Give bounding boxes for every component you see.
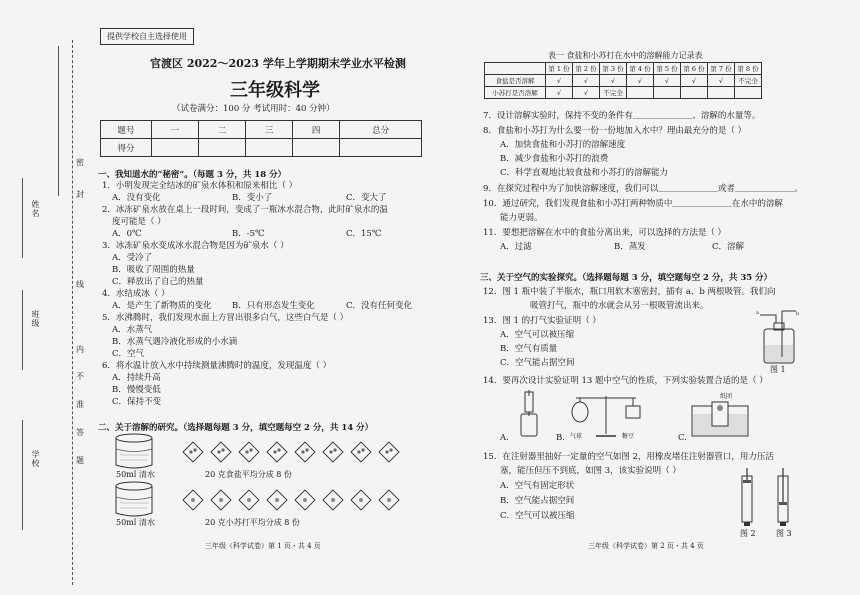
seal-mark: 线	[76, 280, 84, 289]
q1-option-b[interactable]: B．变小了	[232, 193, 273, 203]
record-table-cell: √	[708, 75, 735, 87]
exam-title: 官渡区 2022～2023 学年上学期期末学业水平检测	[150, 57, 406, 70]
question-10-cont: 能力更弱。	[500, 213, 543, 223]
school-label: 学校	[31, 450, 40, 468]
question-3: 3．冰冻矿泉水变成冰水混合物是因为矿泉水（ ）	[102, 241, 289, 251]
record-table-header: 第 7 份	[708, 63, 735, 75]
question-15: 15．在注射器里抽好一定量的空气如图 2，用橡皮堵住注射器管口，用力压活	[483, 452, 774, 462]
q11-option-a[interactable]: A．过滤	[500, 242, 532, 252]
record-table-header: 第 6 份	[681, 63, 708, 75]
q11-option-c[interactable]: C．溶解	[712, 242, 745, 252]
section2-title: 二、关于溶解的研究。（选择题每题 3 分，填空题每空 2 分，共 14 分）	[98, 423, 374, 433]
syringe-bottle-icon	[512, 390, 546, 438]
q14-option-a[interactable]: A.	[500, 433, 509, 443]
q15-option-b[interactable]: B．空气能占据空间	[500, 496, 575, 506]
balloon-label: 气球	[570, 433, 583, 440]
name-label: 姓名	[31, 200, 40, 218]
q8-option-b[interactable]: B．减少食盐和小苏打的浪费	[500, 154, 609, 164]
beaker-water-icon	[112, 481, 156, 519]
score-cell[interactable]	[293, 139, 340, 157]
record-table-cell: 小苏打是否溶解	[485, 87, 546, 99]
figure-1-label: 图 1	[770, 365, 786, 374]
beaker-water-icon	[112, 433, 156, 471]
figure-1-bottle-icon	[752, 307, 802, 365]
q8-option-a[interactable]: A．加快食盐和小苏打的溶解速度	[500, 140, 626, 150]
beaker1-caption: 50ml 清水	[116, 470, 155, 479]
q2-option-a[interactable]: A．0℃	[112, 229, 142, 239]
q6-option-a[interactable]: A．持续升高	[112, 373, 161, 383]
score-row-label: 得分	[101, 139, 152, 157]
subject-title: 三年级科学	[230, 80, 320, 101]
score-cell[interactable]	[152, 139, 199, 157]
record-table-cell	[708, 87, 735, 99]
score-table-header: 题号	[101, 121, 152, 139]
question-12-cont: 吸管打气，瓶中的水就会从另一根吸管流出来。	[530, 301, 709, 311]
q5-option-b[interactable]: B．水蒸气遇冷液化形成的小水滴	[112, 337, 238, 347]
record-table-cell: √	[681, 75, 708, 87]
record-table-cell: 食盐是否溶解	[485, 75, 546, 87]
q3-option-b[interactable]: B．吸收了周围的热量	[112, 265, 195, 275]
svg-text:b: b	[796, 311, 800, 317]
seal-mark: 不	[76, 372, 84, 381]
question-15-cont: 塞，能压但压不到底，如图 3，该实验说明（ ）	[500, 466, 681, 476]
q5-option-c[interactable]: C．空气	[112, 349, 145, 359]
score-table	[100, 120, 422, 157]
figure-2-syringe-icon	[738, 468, 756, 528]
baking-soda-portions-icon	[180, 486, 405, 514]
record-table-cell: 不完全	[600, 87, 627, 99]
q4-option-b[interactable]: B．只有形态发生变化	[232, 301, 315, 311]
question-6: 6．将水温计放入水中持续测量沸腾时的温度，发现温度（ ）	[102, 361, 332, 371]
q13-option-a[interactable]: A．空气可以被压缩	[500, 330, 575, 340]
score-table-header: 三	[246, 121, 293, 139]
q14-option-b[interactable]: B.	[556, 433, 565, 443]
record-table-cell: √	[654, 75, 681, 87]
question-5: 5．水沸腾时，我们发现水面上方冒出很多白气，这些白气是（ ）	[102, 313, 349, 323]
q6-option-c[interactable]: C．保持不变	[112, 397, 162, 407]
q1-option-c[interactable]: C．变大了	[346, 193, 387, 203]
record-table	[484, 62, 762, 99]
q15-option-c[interactable]: C．空气可以被压缩	[500, 511, 575, 521]
figure-3-syringe-icon	[774, 468, 792, 528]
seal-mark: 准	[76, 400, 84, 409]
q6-option-b[interactable]: B．慢慢变低	[112, 385, 161, 395]
score-cell[interactable]	[340, 139, 422, 157]
score-table-header: 总分	[340, 121, 422, 139]
binding-dashed-line	[72, 40, 73, 585]
record-table-cell: √	[546, 75, 573, 87]
question-1: 1．小明发现完全结冰的矿泉水体积和原来相比（ ）	[102, 181, 298, 191]
q3-option-c[interactable]: C．释放出了自己的热量	[112, 277, 204, 287]
record-table-cell: 不完全	[735, 75, 762, 87]
svg-text:a: a	[756, 310, 759, 316]
q2-option-c[interactable]: C．15℃	[346, 229, 382, 239]
question-2-cont: 度可能是（ ）	[112, 217, 166, 227]
record-table-cell	[681, 87, 708, 99]
q11-option-b[interactable]: B．蒸发	[614, 242, 646, 252]
record-table-cell	[735, 87, 762, 99]
question-7: 7．设计溶解实验时，保持不变的条件有＿＿＿＿＿＿＿、溶解的水量等。	[483, 111, 761, 121]
q15-option-a[interactable]: A．空气有固定形状	[500, 481, 575, 491]
beaker2-caption: 50ml 清水	[116, 518, 155, 527]
candy-label: 糖豆	[622, 433, 635, 440]
score-table-header: 四	[293, 121, 340, 139]
optional-use-badge: 提供学校自主选择使用	[100, 28, 194, 45]
score-table-header: 一	[152, 121, 199, 139]
question-2: 2．冰冻矿泉水放在桌上一段时间，变成了一瓶冰水混合物，此时矿泉水的温	[102, 205, 388, 215]
section3-title: 三、关于空气的实验探究。（选择题每题 3 分，填空题每空 2 分，共 35 分）	[480, 273, 773, 283]
soda-caption: 20 克小苏打平均分成 8 份	[205, 518, 300, 527]
paper-ball-label: 纸团	[720, 393, 733, 400]
class-label: 班级	[31, 310, 40, 328]
inverted-cup-tank-icon	[690, 396, 750, 438]
question-8: 8．食盐和小苏打为什么要一份一份地加入水中？理由最充分的是（ ）	[483, 126, 747, 136]
score-cell[interactable]	[246, 139, 293, 157]
q4-option-a[interactable]: A．是产生了新物质的变化	[112, 301, 212, 311]
q1-option-a[interactable]: A．没有变化	[112, 193, 161, 203]
record-table-header	[485, 63, 546, 75]
record-table-cell: √	[546, 87, 573, 99]
question-10: 10．通过研究，我们发现食盐和小苏打两种物质中＿＿＿＿＿＿＿在水中的溶解	[483, 199, 783, 209]
score-cell[interactable]	[199, 139, 246, 157]
binding-margin	[0, 0, 90, 595]
seal-mark: 封	[76, 190, 84, 199]
q3-option-a[interactable]: A．受冷了	[112, 253, 153, 263]
score-table-header: 二	[199, 121, 246, 139]
record-table-cell: √	[627, 75, 654, 87]
left-page-footer: 三年级（科学试卷）第 1 页・共 4 页	[205, 542, 321, 550]
question-9: 9．在探究过程中为了加快溶解速度，我们可以＿＿＿＿＿＿＿或者＿＿＿＿＿＿＿。	[483, 184, 803, 194]
record-table-header: 第 8 份	[735, 63, 762, 75]
record-table-cell: √	[573, 87, 600, 99]
question-14: 14．要再次设计实验证明 13 题中空气的性质，下列实验装置合适的是（ ）	[483, 376, 768, 386]
q8-option-c[interactable]: C．科学直观地比较食盐和小苏打的溶解能力	[500, 168, 669, 178]
record-table-cell: √	[600, 75, 627, 87]
seal-mark: 题	[76, 456, 84, 465]
record-table-header: 第 5 份	[654, 63, 681, 75]
section1-title: 一、我知道水的“秘密”。（每题 3 分，共 18 分）	[98, 170, 287, 180]
record-table-title: 表一 食盐和小苏打在水中的溶解能力记录表	[548, 51, 703, 60]
record-table-cell: √	[573, 75, 600, 87]
q5-option-a[interactable]: A．水蒸气	[112, 325, 153, 335]
record-table-cell	[627, 87, 654, 99]
record-table-header: 第 1 份	[546, 63, 573, 75]
record-table-header: 第 4 份	[627, 63, 654, 75]
seal-mark: 内	[76, 345, 84, 354]
question-4: 4．水结成冰（ ）	[102, 289, 170, 299]
exam-meta: （试卷满分：100 分 考试用时：40 分钟）	[172, 104, 335, 114]
q13-option-c[interactable]: C．空气能占据空间	[500, 358, 575, 368]
q2-option-b[interactable]: B．-5℃	[232, 229, 265, 239]
question-11: 11．要想把溶解在水中的食盐分离出来，可以选择的方法是（ ）	[483, 228, 727, 238]
q13-option-b[interactable]: B．空气有质量	[500, 344, 558, 354]
record-table-header: 第 2 份	[573, 63, 600, 75]
figure-3-label: 图 3	[776, 529, 792, 538]
seal-mark: 答	[76, 428, 84, 437]
record-table-cell	[654, 87, 681, 99]
right-page-footer: 三年级（科学试卷）第 2 页・共 4 页	[588, 542, 704, 550]
question-12: 12．图 1 瓶中装了半瓶水，瓶口用软木塞密封，插有 a、b 两根吸管。我们向	[483, 287, 776, 297]
figure-2-label: 图 2	[740, 529, 756, 538]
question-13: 13．图 1 的打气实验证明（ ）	[483, 316, 601, 326]
q14-option-c[interactable]: C.	[678, 433, 687, 443]
salt-caption: 20 克食盐平均分成 8 份	[205, 470, 292, 479]
record-table-header: 第 3 份	[600, 63, 627, 75]
q4-option-c[interactable]: C．没有任何变化	[346, 301, 413, 311]
salt-portions-icon	[180, 438, 405, 466]
seal-mark: 密	[76, 158, 84, 167]
